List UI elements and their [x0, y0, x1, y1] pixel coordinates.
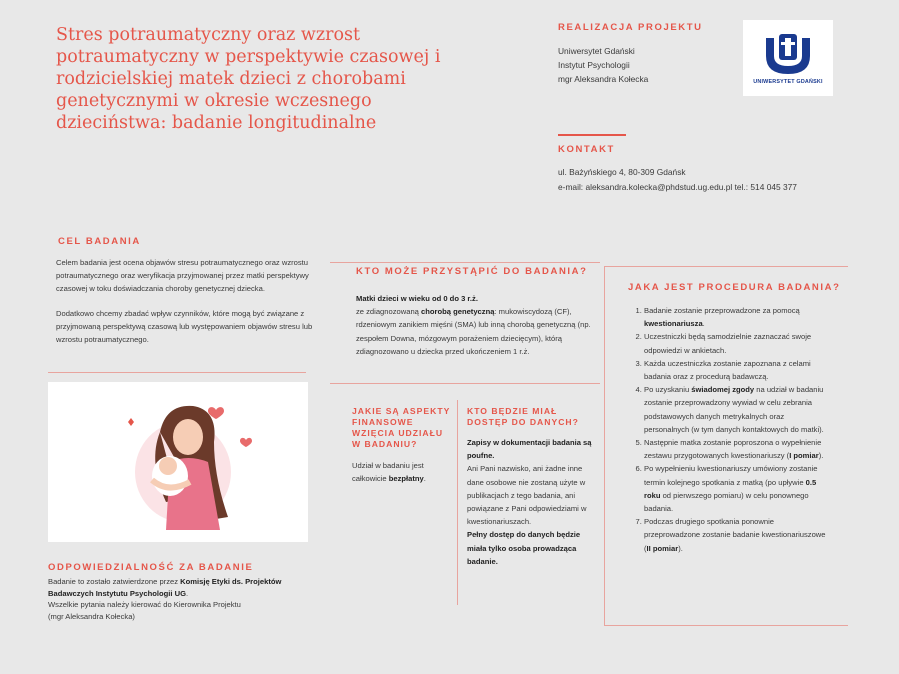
kto-rest: : mukowiscydozą (CF), rdzeniowym zanikiem mięśni (SMA) lub inną chorobą genetyczną (np. zespołem Downa, mózgowym porażeniem dziecięcym), którą zdiagnozowano u dziecka przed ukończeniem 1 r.ż.	[356, 307, 591, 356]
dostep-bold-2: Pełny dostęp do danych będzie miała tylko osoba prowadząca badanie.	[467, 530, 581, 566]
p4c: na udział w badaniu zostanie przeprowadzony wywiad w celu zebrania podstawowych danych metrykalnych oraz personalnych (w tym danych kontaktowych do matki).	[644, 385, 824, 434]
p4b: świadomej zgody	[691, 385, 755, 395]
p6a: Po wypełnieniu kwestionariuszy umówiony zostanie termin kolejnego spotkania z matką (po upływie	[644, 464, 818, 487]
p1c: .	[702, 319, 705, 329]
dostep-text: Ani Pani nazwisko, ani żadne inne dane osobowe nie zostaną użyte w publikacjach z tego badania, ani powiązane z Pani odpowiedziami w kwestionariuszach.	[467, 464, 587, 527]
dostep-bold-1: Zapisy w dokumentacji badania są poufne.	[467, 438, 592, 461]
procedura-step-2: 2. Uczestniczki będą samodzielnie zaznaczać swoje odpowiedzi w ankietach.	[644, 330, 828, 356]
kto-heading: KTO MOŻE PRZYSTĄPIĆ DO BADANIA?	[356, 266, 588, 277]
university-logo	[743, 20, 833, 96]
realizacja-line-3: mgr Aleksandra Kołecka	[558, 74, 649, 84]
procedura-step-7	[644, 515, 828, 555]
procedura-step-3: 3. Każda uczestniczka zostanie zapoznana z celami badania oraz z procedurą badawczą.	[644, 357, 828, 383]
cel-paragraph-1: Celem badania jest ocena objawów stresu potraumatycznego oraz wzrostu potraumatycznego oraz weryfikacja przyjmowanej przez matki perspektywy czasowej w toku doświadczania choroby genetycznej dziecka.	[56, 258, 309, 293]
page-title: Stres potraumatyczny oraz wzrost potraumatyczny w perspektywie czasowej i rodzicielskiej matek dzieci z chorobami genetycznymi w okresie wczesnego dzieciństwa: badanie longitudinalne	[56, 25, 441, 133]
procedura-step-4	[644, 383, 828, 436]
kontakt-email: e-mail: aleksandra.kolecka@phdstud.ug.edu.pl tel.: 514 045 377	[558, 182, 797, 192]
procedura-step-6	[644, 462, 828, 515]
kto-bottom-rule	[330, 383, 600, 384]
p5c: ).	[818, 451, 824, 461]
realizacja-line-2: Instytut Psychologii	[558, 60, 630, 70]
realizacja-line-1: Uniwersytet Gdański	[558, 46, 635, 56]
aspekty-body	[352, 459, 452, 485]
mother-child-illustration	[48, 382, 308, 542]
p6c: od pierwszego pomiaru) w celu ponownego badania.	[644, 490, 809, 514]
p1b: kwestionariusza	[644, 319, 703, 329]
kontakt-rule	[558, 134, 626, 136]
procedura-left-border	[604, 266, 605, 626]
kto-pre: ze zdiagnozowaną	[356, 307, 422, 317]
p6b: 0.5 roku	[644, 477, 817, 500]
aspekty-end: .	[423, 474, 426, 484]
cel-body	[56, 256, 314, 346]
kto-body	[356, 292, 592, 358]
procedura-body	[628, 304, 828, 555]
procedura-step-1	[644, 304, 828, 330]
dostep-body	[467, 436, 592, 568]
procedura-heading: JAKA JEST PROCEDURA BADANIA?	[628, 282, 841, 293]
dostep-heading: KTO BĘDZIE MIAŁ DOSTĘP DO DANYCH?	[467, 406, 579, 427]
university-crest-icon	[763, 32, 813, 76]
procedura-list	[628, 304, 828, 555]
cel-paragraph-2: Dodatkowo chcemy zbadać wpływ czynników, które mogą być związane z przyjmowaną perspektywą czasową lub występowaniem objawów stresu lub wzrostu potraumatycznego.	[56, 309, 313, 344]
aspekty-bold: bezpłatny	[388, 474, 424, 484]
odp-bold-1: Komisję Etyki ds. Projektów Badawczych Instytutu Psychologii UG	[48, 577, 282, 598]
p5b: I pomiar	[789, 451, 819, 461]
procedura-bottom-border	[604, 625, 848, 626]
aspekty-text: Udział w badaniu jest całkowicie	[352, 461, 424, 484]
kto-bold-disease: chorobą genetyczną	[421, 307, 495, 317]
p7a: Podczas drugiego spotkania ponownie przeprowadzone zostanie badanie kwestionariuszowe (	[644, 517, 826, 553]
logo-text: UNIWERSYTET GDAŃSKI	[753, 78, 823, 85]
kontakt-address: ul. Bażyńskiego 4, 80-309 Gdańsk	[558, 167, 686, 177]
p7b: II pomiar	[646, 543, 679, 553]
cel-heading: CEL BADANIA	[58, 236, 141, 247]
p4a: Po uzyskaniu	[644, 385, 692, 395]
aspekty-heading: JAKIE SĄ ASPEKTY FINANSOWE WZIĘCIA UDZIAŁU W BADANIU?	[352, 406, 451, 449]
odp-text-3: Wszelkie pytania należy kierować do Kierownika Projektu	[48, 600, 241, 610]
odp-text-4: (mgr Aleksandra Kołecka)	[48, 611, 135, 621]
odp-text-1: Badanie to zostało zatwierdzone przez	[48, 577, 181, 586]
procedura-top-border	[604, 266, 848, 267]
procedura-step-5	[644, 436, 828, 462]
kontakt-info	[558, 165, 797, 195]
realizacja-heading: REALIZACJA PROJEKTU	[558, 22, 703, 33]
kontakt-heading: KONTAKT	[558, 144, 615, 155]
odp-text-2: .	[185, 588, 189, 598]
kto-top-rule	[330, 262, 600, 263]
odpowiedzialnosc-heading: ODPOWIEDZIALNOŚĆ ZA BADANIE	[48, 562, 254, 573]
odpowiedzialnosc-body	[48, 576, 318, 622]
cel-divider	[48, 372, 306, 373]
middle-vertical-divider	[457, 400, 458, 605]
kto-bold-intro: Matki dzieci w wieku od 0 do 3 r.ż.	[356, 294, 478, 303]
realizacja-info	[558, 44, 648, 86]
mother-baby-icon	[48, 382, 308, 542]
p1a: Badanie zostanie przeprowadzone za pomocą	[644, 306, 800, 315]
p7c: ).	[678, 543, 683, 553]
p5a: Następnie matka zostanie poproszona o wypełnienie zestawu przygotowanych kwestionariuszy (	[644, 438, 822, 461]
